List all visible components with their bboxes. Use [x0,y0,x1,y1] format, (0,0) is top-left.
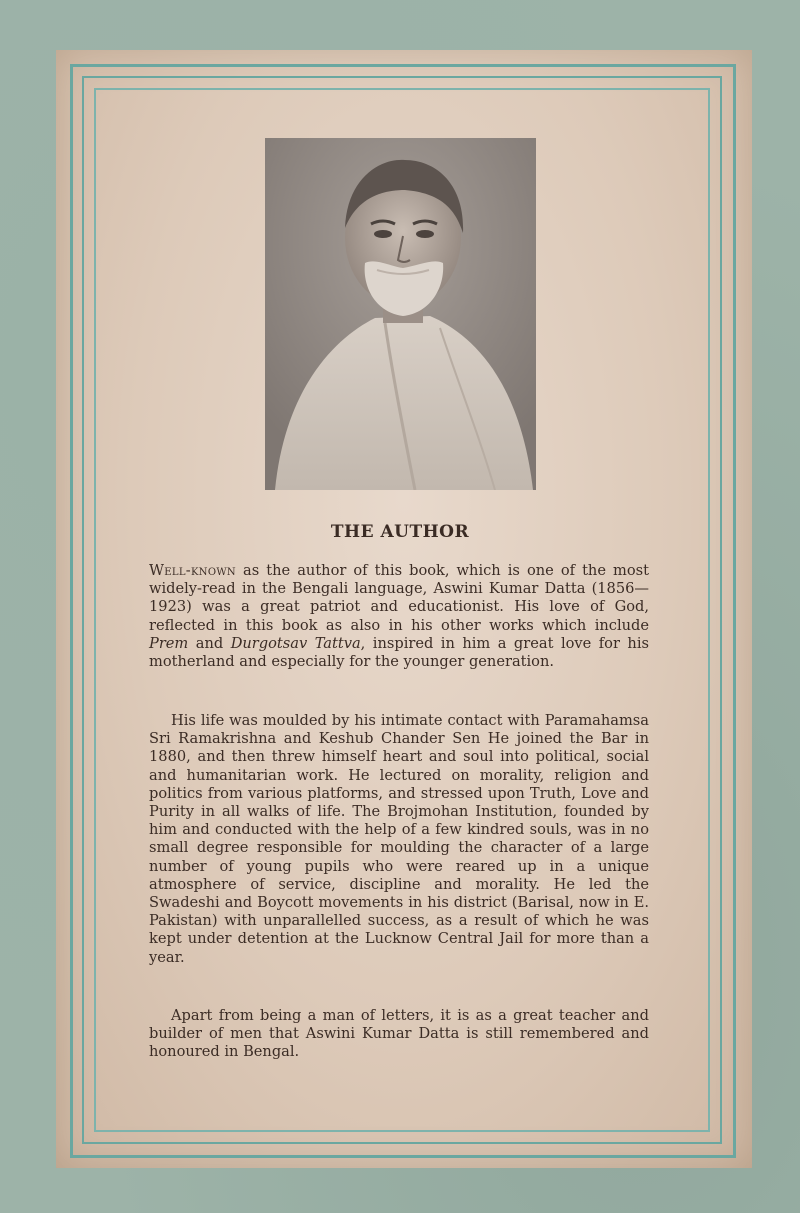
biography-paragraph-1 [149,562,649,671]
paragraph-2-text: His life was moulded by his intimate contact with Paramahamsa Sri Ramakrishna and Keshub Chander Sen He joined the Bar in 1880, and then threw himself heart and soul into political, social and humanitarian work. He lectured on morality, religion and politics from various platforms, and stressed upon Truth, Love and Purity in all walks of life. The Brojmohan Institution, founded by him and conducted with the help of a few kindred souls, was in no small degree responsible for moulding the character of a large number of young pupils who were reared up in a unique atmosphere of service, discipline and morality. He led the Swadeshi and Boycott movements in his district (Barisal, now in E. Pakistan) with unparallelled success, as a result of which he was kept under detention at the Lucknow Central Jail for more than a year. [149,712,649,966]
work-title-durgotsav-tattva: Durgotsav Tattva [230,634,361,652]
portrait-figure-illustration [265,138,536,490]
paragraph-1-text-c: , inspired in him a great love for his motherland and especially for the younger generation. [149,634,649,671]
section-heading: THE AUTHOR [330,522,470,542]
biography-paragraph-2 [149,712,649,967]
lead-words: Well-known [149,562,236,579]
work-title-prem: Prem [149,634,189,652]
paragraph-3-text: Apart from being a man of letters, it is as a great teacher and builder of men that Aswini Kumar Datta is still remembered and honoured in Bengal. [149,1007,649,1061]
paragraph-1-text-b: and [188,634,231,652]
biography-paragraph-3 [149,1007,649,1062]
paragraph-1-text-a: as the author of this book, which is one of the most widely-read in the Bengali language, Aswini Kumar Datta (1856—1923) was a great patriot and educationist. His love of God, reflected in this book as also in his other works which include [149,562,649,634]
author-portrait [265,138,536,490]
